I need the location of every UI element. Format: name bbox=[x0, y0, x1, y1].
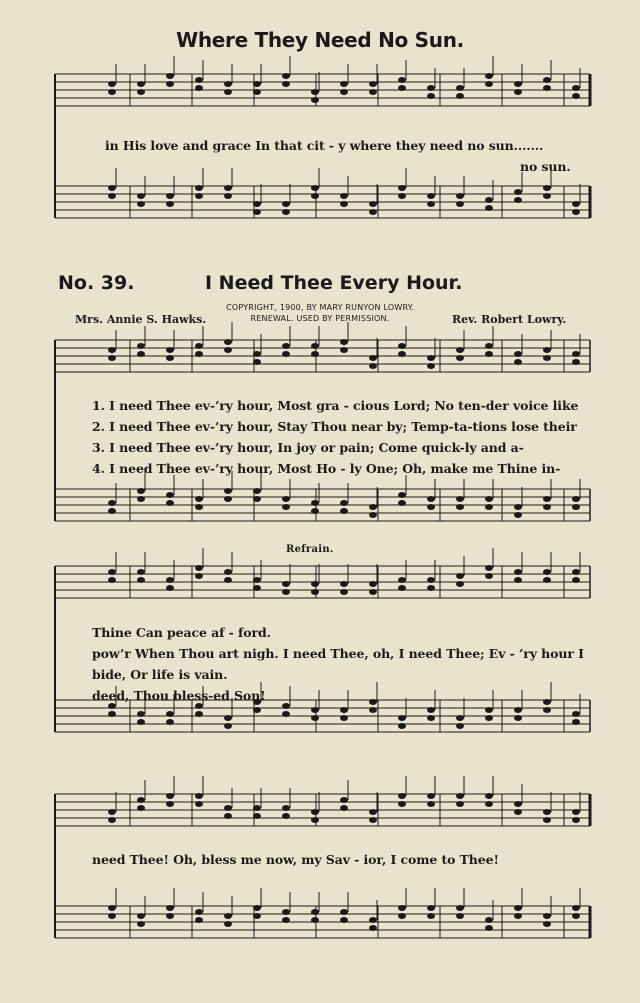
note-head bbox=[514, 81, 522, 87]
note-head bbox=[456, 193, 464, 199]
note-head bbox=[282, 589, 290, 595]
staff-lines bbox=[55, 74, 590, 938]
note-head bbox=[108, 817, 116, 823]
note-head bbox=[253, 351, 261, 357]
note-head bbox=[195, 917, 203, 923]
note-head bbox=[456, 913, 464, 919]
note-head bbox=[166, 193, 174, 199]
hymn-number: No. 39. bbox=[58, 272, 135, 294]
verse-line: pow’r When Thou art nigh. I need Thee, oh, I need Thee; Ev - ’ry hour I bbox=[92, 646, 584, 661]
note-head bbox=[572, 496, 580, 502]
note-head bbox=[456, 581, 464, 587]
note-head bbox=[514, 569, 522, 575]
note-head bbox=[108, 508, 116, 514]
note-head bbox=[456, 715, 464, 721]
copyright-notice bbox=[200, 302, 440, 324]
note-head bbox=[224, 921, 232, 927]
note-head bbox=[137, 496, 145, 502]
note-head bbox=[108, 355, 116, 361]
note-head bbox=[340, 339, 348, 345]
note-head bbox=[253, 585, 261, 591]
note-head bbox=[369, 925, 377, 931]
note-head bbox=[427, 496, 435, 502]
note-head bbox=[282, 711, 290, 717]
note-head bbox=[282, 351, 290, 357]
note-head bbox=[572, 209, 580, 215]
note-head bbox=[195, 711, 203, 717]
note-head bbox=[311, 89, 319, 95]
verse-line: 3. I need Thee ev-’ry hour, In joy or pain; Come quick-ly and a- bbox=[92, 440, 524, 455]
verse-line: 1. I need Thee ev-’ry hour, Most gra - cious Lord; No ten-der voice like bbox=[92, 398, 579, 413]
note-head bbox=[166, 492, 174, 498]
copyright-line: RENEWAL. USED BY PERMISSION. bbox=[250, 314, 390, 323]
note-head bbox=[166, 347, 174, 353]
note-head bbox=[282, 805, 290, 811]
note-head bbox=[137, 797, 145, 803]
note-head bbox=[514, 801, 522, 807]
note-head bbox=[514, 197, 522, 203]
note-head bbox=[485, 73, 493, 79]
note-head bbox=[311, 589, 319, 595]
note-head bbox=[195, 573, 203, 579]
note-head bbox=[166, 711, 174, 717]
note-head bbox=[514, 89, 522, 95]
note-head bbox=[398, 801, 406, 807]
note-head bbox=[340, 508, 348, 514]
note-head bbox=[166, 905, 174, 911]
note-head bbox=[340, 193, 348, 199]
note-head bbox=[311, 817, 319, 823]
note-head bbox=[340, 201, 348, 207]
note-head bbox=[398, 85, 406, 91]
note-head bbox=[369, 355, 377, 361]
note-head bbox=[427, 363, 435, 369]
note-head bbox=[311, 185, 319, 191]
note-head bbox=[514, 707, 522, 713]
note-head bbox=[282, 73, 290, 79]
note-head bbox=[137, 81, 145, 87]
note-heads bbox=[108, 56, 580, 931]
note-head bbox=[485, 351, 493, 357]
note-head bbox=[369, 504, 377, 510]
note-head bbox=[311, 500, 319, 506]
note-head bbox=[427, 201, 435, 207]
note-head bbox=[253, 707, 261, 713]
note-head bbox=[108, 193, 116, 199]
note-head bbox=[369, 817, 377, 823]
note-head bbox=[485, 573, 493, 579]
note-head bbox=[369, 581, 377, 587]
note-head bbox=[311, 508, 319, 514]
note-head bbox=[369, 89, 377, 95]
note-head bbox=[543, 707, 551, 713]
note-head bbox=[282, 909, 290, 915]
note-head bbox=[543, 347, 551, 353]
note-head bbox=[137, 719, 145, 725]
note-head bbox=[195, 85, 203, 91]
note-head bbox=[398, 577, 406, 583]
note-head bbox=[311, 909, 319, 915]
note-head bbox=[427, 577, 435, 583]
note-head bbox=[543, 496, 551, 502]
note-head bbox=[311, 343, 319, 349]
note-head bbox=[253, 201, 261, 207]
note-head bbox=[166, 81, 174, 87]
note-head bbox=[456, 905, 464, 911]
note-head bbox=[456, 723, 464, 729]
note-head bbox=[572, 569, 580, 575]
note-head bbox=[398, 715, 406, 721]
note-head bbox=[282, 504, 290, 510]
note-head bbox=[137, 577, 145, 583]
note-head bbox=[340, 347, 348, 353]
note-head bbox=[572, 577, 580, 583]
note-head bbox=[166, 355, 174, 361]
note-head bbox=[195, 343, 203, 349]
note-head bbox=[369, 699, 377, 705]
note-head bbox=[224, 185, 232, 191]
note-head bbox=[108, 809, 116, 815]
note-head bbox=[427, 93, 435, 99]
note-head bbox=[311, 715, 319, 721]
note-head bbox=[166, 201, 174, 207]
note-head bbox=[195, 496, 203, 502]
composer: Rev. Robert Lowry. bbox=[452, 313, 567, 326]
verse-line: need Thee! Oh, bless me now, my Sav - ior, I come to Thee! bbox=[92, 852, 499, 867]
note-head bbox=[282, 496, 290, 502]
note-head bbox=[398, 185, 406, 191]
note-head bbox=[137, 89, 145, 95]
lyricist: Mrs. Annie S. Hawks. bbox=[75, 313, 207, 326]
note-head bbox=[369, 917, 377, 923]
note-head bbox=[369, 363, 377, 369]
note-head bbox=[253, 577, 261, 583]
note-head bbox=[427, 707, 435, 713]
note-head bbox=[543, 577, 551, 583]
note-head bbox=[485, 197, 493, 203]
refrain-label: Refrain. bbox=[286, 544, 334, 555]
note-head bbox=[195, 703, 203, 709]
note-head bbox=[282, 813, 290, 819]
note-head bbox=[572, 201, 580, 207]
verse-line: Thine Can peace af - ford. bbox=[92, 625, 271, 640]
note-head bbox=[456, 93, 464, 99]
note-head bbox=[543, 809, 551, 815]
note-head bbox=[108, 185, 116, 191]
note-head bbox=[485, 925, 493, 931]
note-head bbox=[282, 703, 290, 709]
top-hymn-lyric: in His love and grace In that cit - y where they need no sun....... bbox=[105, 138, 544, 153]
note-head bbox=[514, 359, 522, 365]
note-head bbox=[224, 715, 232, 721]
note-head bbox=[514, 189, 522, 195]
note-head bbox=[485, 793, 493, 799]
note-head bbox=[282, 581, 290, 587]
note-head bbox=[398, 193, 406, 199]
note-head bbox=[485, 801, 493, 807]
note-head bbox=[253, 89, 261, 95]
note-head bbox=[166, 500, 174, 506]
note-head bbox=[427, 193, 435, 199]
note-head bbox=[224, 569, 232, 575]
note-head bbox=[108, 81, 116, 87]
verse-line: bide, Or life is vain. bbox=[92, 667, 228, 682]
note-head bbox=[137, 193, 145, 199]
note-head bbox=[543, 77, 551, 83]
note-head bbox=[137, 913, 145, 919]
note-head bbox=[572, 711, 580, 717]
note-head bbox=[137, 343, 145, 349]
note-head bbox=[224, 339, 232, 345]
note-head bbox=[369, 81, 377, 87]
note-head bbox=[340, 797, 348, 803]
note-head bbox=[572, 719, 580, 725]
note-head bbox=[137, 488, 145, 494]
note-head bbox=[369, 512, 377, 518]
note-head bbox=[195, 185, 203, 191]
note-head bbox=[108, 89, 116, 95]
note-head bbox=[108, 913, 116, 919]
note-head bbox=[485, 565, 493, 571]
note-head bbox=[398, 913, 406, 919]
note-head bbox=[456, 573, 464, 579]
note-head bbox=[253, 496, 261, 502]
verse-line: 2. I need Thee ev-’ry hour, Stay Thou near by; Temp-ta-tions lose their bbox=[92, 419, 577, 434]
note-head bbox=[398, 793, 406, 799]
note-head bbox=[572, 351, 580, 357]
note-head bbox=[166, 913, 174, 919]
note-head bbox=[485, 917, 493, 923]
note-head bbox=[427, 585, 435, 591]
note-head bbox=[485, 81, 493, 87]
note-head bbox=[427, 801, 435, 807]
note-head bbox=[195, 801, 203, 807]
note-head bbox=[543, 504, 551, 510]
note-head bbox=[108, 347, 116, 353]
note-head bbox=[514, 913, 522, 919]
note-head bbox=[340, 909, 348, 915]
note-head bbox=[398, 905, 406, 911]
copyright-line: COPYRIGHT, 1900, BY MARY RUNYON LOWRY. bbox=[226, 303, 414, 312]
note-head bbox=[572, 93, 580, 99]
note-head bbox=[340, 707, 348, 713]
note-head bbox=[514, 512, 522, 518]
note-head bbox=[311, 581, 319, 587]
note-head bbox=[369, 707, 377, 713]
note-head bbox=[166, 801, 174, 807]
note-head bbox=[398, 500, 406, 506]
note-head bbox=[456, 496, 464, 502]
note-head bbox=[224, 488, 232, 494]
note-head bbox=[485, 343, 493, 349]
note-head bbox=[427, 793, 435, 799]
note-head bbox=[224, 81, 232, 87]
note-head bbox=[369, 589, 377, 595]
note-head bbox=[398, 492, 406, 498]
top-hymn-title: Where They Need No Sun. bbox=[176, 28, 464, 52]
note-head bbox=[282, 81, 290, 87]
note-head bbox=[311, 707, 319, 713]
note-head bbox=[543, 185, 551, 191]
top-hymn-lyric-alt: no sun. bbox=[520, 159, 571, 174]
note-head bbox=[514, 809, 522, 815]
note-head bbox=[543, 913, 551, 919]
note-head bbox=[340, 715, 348, 721]
note-head bbox=[195, 504, 203, 510]
note-head bbox=[340, 500, 348, 506]
note-head bbox=[311, 351, 319, 357]
note-head bbox=[224, 913, 232, 919]
note-head bbox=[282, 343, 290, 349]
note-head bbox=[311, 917, 319, 923]
note-head bbox=[543, 569, 551, 575]
note-head bbox=[108, 711, 116, 717]
note-head bbox=[340, 81, 348, 87]
note-head bbox=[340, 589, 348, 595]
note-head bbox=[108, 577, 116, 583]
note-head bbox=[108, 569, 116, 575]
note-head bbox=[427, 715, 435, 721]
note-head bbox=[253, 905, 261, 911]
note-head bbox=[282, 209, 290, 215]
note-head bbox=[340, 917, 348, 923]
note-head bbox=[543, 85, 551, 91]
note-head bbox=[137, 921, 145, 927]
note-head bbox=[108, 703, 116, 709]
note-head bbox=[195, 793, 203, 799]
note-head bbox=[543, 355, 551, 361]
note-head bbox=[398, 77, 406, 83]
note-head bbox=[398, 343, 406, 349]
note-head bbox=[224, 805, 232, 811]
note-head bbox=[224, 723, 232, 729]
note-head bbox=[195, 909, 203, 915]
note-head bbox=[572, 359, 580, 365]
note-head bbox=[137, 351, 145, 357]
note-head bbox=[224, 89, 232, 95]
note-head bbox=[485, 205, 493, 211]
note-head bbox=[253, 81, 261, 87]
note-head bbox=[108, 905, 116, 911]
note-head bbox=[166, 793, 174, 799]
note-head bbox=[224, 193, 232, 199]
note-head bbox=[137, 711, 145, 717]
verse-line: 4. I need Thee ev-’ry hour, Most Ho - ly One; Oh, make me Thine in- bbox=[92, 461, 561, 476]
note-head bbox=[195, 77, 203, 83]
note-head bbox=[485, 715, 493, 721]
note-head bbox=[514, 577, 522, 583]
note-head bbox=[311, 97, 319, 103]
note-head bbox=[456, 85, 464, 91]
note-head bbox=[369, 201, 377, 207]
note-head bbox=[456, 201, 464, 207]
note-head bbox=[224, 347, 232, 353]
note-head bbox=[282, 201, 290, 207]
note-head bbox=[137, 201, 145, 207]
note-head bbox=[137, 805, 145, 811]
note-head bbox=[427, 504, 435, 510]
note-head bbox=[340, 805, 348, 811]
note-head bbox=[137, 569, 145, 575]
note-head bbox=[224, 496, 232, 502]
note-head bbox=[398, 351, 406, 357]
note-head bbox=[166, 719, 174, 725]
note-head bbox=[427, 913, 435, 919]
note-head bbox=[166, 73, 174, 79]
note-head bbox=[340, 581, 348, 587]
hymn-title: I Need Thee Every Hour. bbox=[205, 272, 463, 294]
note-head bbox=[195, 193, 203, 199]
note-head bbox=[514, 905, 522, 911]
note-head bbox=[427, 85, 435, 91]
note-head bbox=[195, 351, 203, 357]
note-head bbox=[253, 359, 261, 365]
note-head bbox=[398, 585, 406, 591]
note-head bbox=[224, 813, 232, 819]
note-head bbox=[398, 723, 406, 729]
note-head bbox=[485, 504, 493, 510]
note-head bbox=[485, 707, 493, 713]
note-head bbox=[514, 504, 522, 510]
note-head bbox=[253, 813, 261, 819]
note-head bbox=[253, 805, 261, 811]
note-head bbox=[514, 351, 522, 357]
note-head bbox=[166, 577, 174, 583]
note-head bbox=[456, 793, 464, 799]
note-head bbox=[427, 355, 435, 361]
note-head bbox=[572, 504, 580, 510]
note-head bbox=[224, 577, 232, 583]
note-head bbox=[253, 488, 261, 494]
note-head bbox=[456, 801, 464, 807]
note-head bbox=[572, 817, 580, 823]
note-head bbox=[253, 913, 261, 919]
note-head bbox=[456, 347, 464, 353]
verse-line: deed, Thou bless-ed Son! bbox=[92, 688, 266, 703]
note-head bbox=[572, 85, 580, 91]
note-head bbox=[572, 809, 580, 815]
note-head bbox=[195, 565, 203, 571]
note-head bbox=[253, 209, 261, 215]
note-head bbox=[456, 355, 464, 361]
note-head bbox=[543, 817, 551, 823]
note-head bbox=[572, 905, 580, 911]
note-head bbox=[427, 905, 435, 911]
note-head bbox=[282, 917, 290, 923]
note-head bbox=[543, 193, 551, 199]
note-head bbox=[543, 921, 551, 927]
note-head bbox=[166, 585, 174, 591]
note-head bbox=[340, 89, 348, 95]
note-head bbox=[108, 500, 116, 506]
note-head bbox=[543, 699, 551, 705]
note-head bbox=[369, 809, 377, 815]
note-head bbox=[311, 193, 319, 199]
note-head bbox=[456, 504, 464, 510]
note-head bbox=[311, 809, 319, 815]
note-head bbox=[572, 913, 580, 919]
note-head bbox=[485, 496, 493, 502]
note-head bbox=[514, 715, 522, 721]
note-head bbox=[369, 209, 377, 215]
